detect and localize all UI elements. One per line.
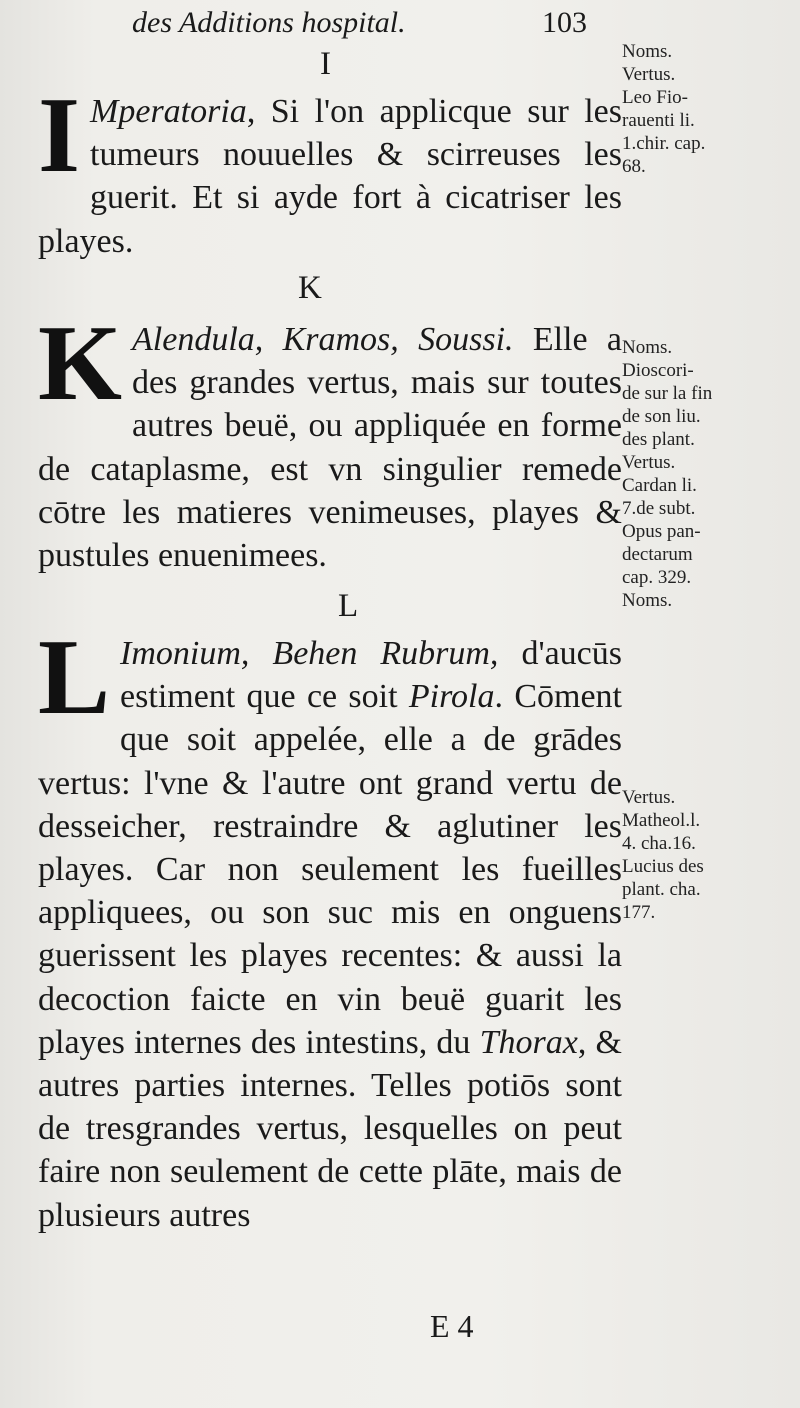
entry-italic-term: Pirola <box>408 678 495 716</box>
entry-text: , Si l'on applicque sur les tumeurs nouuelles & scirreuses les guerit. Et si ayde fort à cicatriser les playes. <box>38 93 622 260</box>
margin-note-line: Noms. <box>622 41 673 62</box>
dropcap-k: K <box>38 304 123 423</box>
entry-title: Alendula, Kramos, Soussi. <box>132 321 514 358</box>
margin-note-line: 7.de subt. <box>622 498 696 519</box>
running-title: des Additions hospital. <box>132 6 406 39</box>
entry-imperatoria <box>38 76 622 263</box>
margin-note-line: Matheol.l. <box>622 810 701 831</box>
margin-note-line: 1.chir. cap. <box>622 133 706 154</box>
margin-note-line: Leo Fio- <box>622 87 688 108</box>
margin-note-line: Vertus. <box>622 452 676 473</box>
page-header <box>132 0 612 42</box>
section-letter-k: K <box>298 270 322 306</box>
margin-note-line: Noms. <box>622 337 673 358</box>
margin-note-line: Cardan li. <box>622 475 697 496</box>
margin-note-line: Vertus. <box>622 64 676 85</box>
margin-note-line: de sur la fin <box>622 383 713 404</box>
signature-mark: E 4 <box>430 1308 474 1344</box>
entry-text: d'aucūs estiment que ce soit <box>120 635 622 716</box>
margin-note-line: Lucius des <box>622 856 704 877</box>
margin-note-line: cap. 329. <box>622 567 692 588</box>
margin-notes-imperatoria <box>622 40 794 178</box>
dropcap-i: I <box>38 76 81 195</box>
entry-text: Elle a des grandes vertus, mais sur toutes autres beuë, ou appliquée en forme de cataplasme, est vn singulier remede cōtre les matieres venimeuses, playes & pustules enuenimees. <box>38 321 622 575</box>
margin-note-line: Vertus. <box>622 787 676 808</box>
entry-limonium <box>38 618 622 1237</box>
margin-note-line: 177. <box>622 902 656 923</box>
margin-notes-limonium <box>622 786 794 924</box>
entry-kalendula <box>38 304 622 577</box>
section-letter-l: L <box>338 588 359 624</box>
page-number: 103 <box>542 6 587 39</box>
margin-note-line: 4. cha.16. <box>622 833 696 854</box>
margin-note-line: des plant. <box>622 429 695 450</box>
margin-note-line: 68. <box>622 156 646 177</box>
entry-title: Imonium, Behen Rubrum, <box>120 635 499 672</box>
entry-text: . Cōment que soit appelée, elle a de grādes vertus: l'vne & l'autre ont grand vertu de desseicher, restraindre & aglutiner les playes. Car non seulement les fueilles appliquees, ou son suc mis en onguens guerissent les playes recentes: & aussi la decoction faicte en vin beuë guarit les playes internes des intestins, du <box>38 678 622 1061</box>
entry-italic-term: Thorax <box>479 1023 578 1061</box>
margin-note-line: rauenti li. <box>622 110 695 131</box>
margin-note-line: Opus pan- <box>622 521 701 542</box>
margin-note-line: Dioscori- <box>622 360 694 381</box>
margin-note-line: Noms. <box>622 590 673 611</box>
entry-title: Mperatoria <box>90 93 247 130</box>
margin-note-line: dectarum <box>622 544 693 565</box>
entry-text: , & autres parties internes. Telles potiōs sont de tresgrandes vertus, lesquelles on peut faire non seulement de cette plāte, mais de plusieurs autres <box>38 1023 622 1234</box>
dropcap-l: L <box>38 618 111 737</box>
margin-note-line: de son liu. <box>622 406 701 427</box>
margin-note-line: plant. cha. <box>622 879 701 900</box>
margin-notes-kalendula <box>622 336 794 612</box>
section-letter-i: I <box>320 46 331 82</box>
